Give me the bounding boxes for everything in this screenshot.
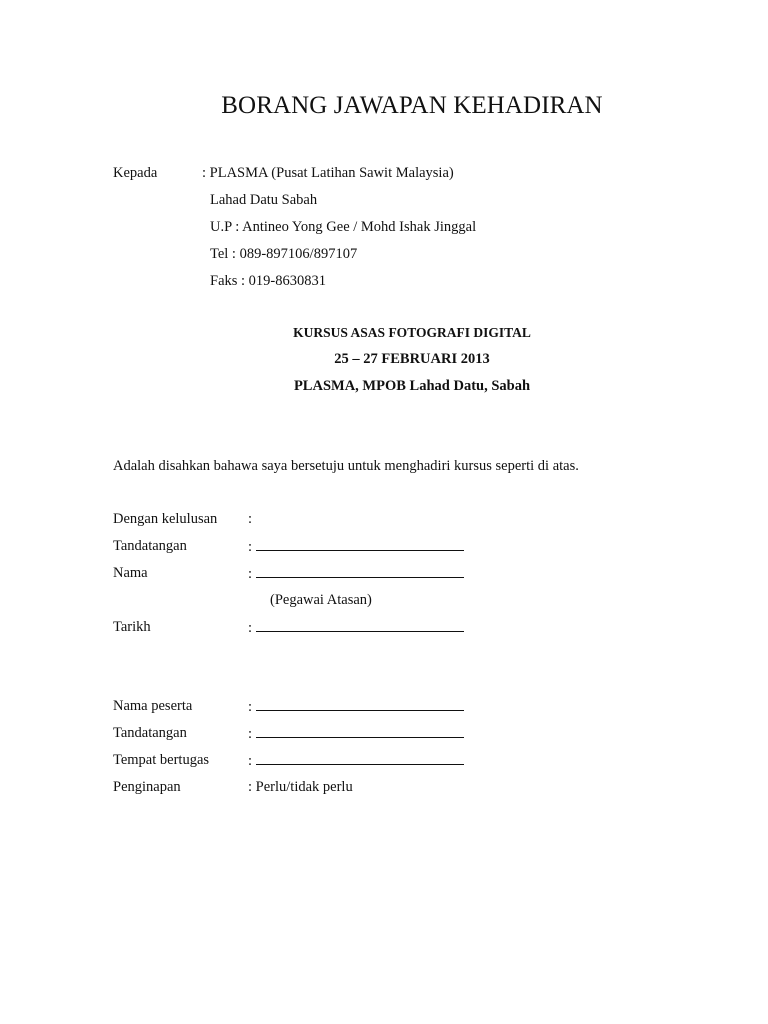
form-title: BORANG JAWAPAN KEHADIRAN xyxy=(221,92,603,119)
approver-signature-label: Tandatangan xyxy=(113,538,187,554)
recipient-line-1: : PLASMA (Pusat Latihan Sawit Malaysia) xyxy=(202,165,454,181)
recipient-line-2: Lahad Datu Sabah xyxy=(210,192,318,208)
colon: : xyxy=(248,566,253,582)
course-name: KURSUS ASAS FOTOGRAFI DIGITAL xyxy=(293,325,531,340)
approval-date-line[interactable] xyxy=(256,618,464,632)
participant-signature-label: Tandatangan xyxy=(113,725,187,741)
colon: : xyxy=(248,539,253,555)
participant-signature-field[interactable] xyxy=(248,724,464,743)
colon: : xyxy=(248,620,253,636)
colon: : xyxy=(248,753,253,769)
approval-date-label: Tarikh xyxy=(113,619,151,635)
approver-name-field[interactable] xyxy=(248,564,464,583)
recipient-line-3: U.P : Antineo Yong Gee / Mohd Ishak Jinggal xyxy=(210,219,477,235)
colon: : xyxy=(248,726,253,742)
approver-name-line[interactable] xyxy=(256,564,464,578)
recipient-fax: Faks : 019-8630831 xyxy=(210,273,326,289)
workplace-line[interactable] xyxy=(256,751,464,765)
recipient-label: Kepada xyxy=(113,165,158,181)
approval-colon: : xyxy=(248,511,253,527)
course-date: 25 – 27 FEBRUARI 2013 xyxy=(334,351,490,367)
officer-note: (Pegawai Atasan) xyxy=(270,592,372,608)
confirmation-statement: Adalah disahkan bahawa saya bersetuju untuk menghadiri kursus seperti di atas. xyxy=(113,458,579,474)
participant-name-label: Nama peserta xyxy=(113,698,193,714)
workplace-field[interactable] xyxy=(248,751,464,770)
lodging-value: : Perlu/tidak perlu xyxy=(248,779,353,795)
course-venue: PLASMA, MPOB Lahad Datu, Sabah xyxy=(293,378,531,394)
participant-name-line[interactable] xyxy=(256,697,464,711)
workplace-label: Tempat bertugas xyxy=(113,752,210,768)
recipient-phone: Tel : 089-897106/897107 xyxy=(210,246,358,262)
approval-date-field[interactable] xyxy=(248,618,464,637)
colon: : xyxy=(248,699,253,715)
lodging-label: Penginapan xyxy=(113,779,181,795)
approver-name-label: Nama xyxy=(113,565,148,581)
approval-label: Dengan kelulusan xyxy=(113,511,218,527)
participant-name-field[interactable] xyxy=(248,697,464,716)
approver-signature-line[interactable] xyxy=(256,537,464,551)
approver-signature-field[interactable] xyxy=(248,537,464,556)
participant-signature-line[interactable] xyxy=(256,724,464,738)
